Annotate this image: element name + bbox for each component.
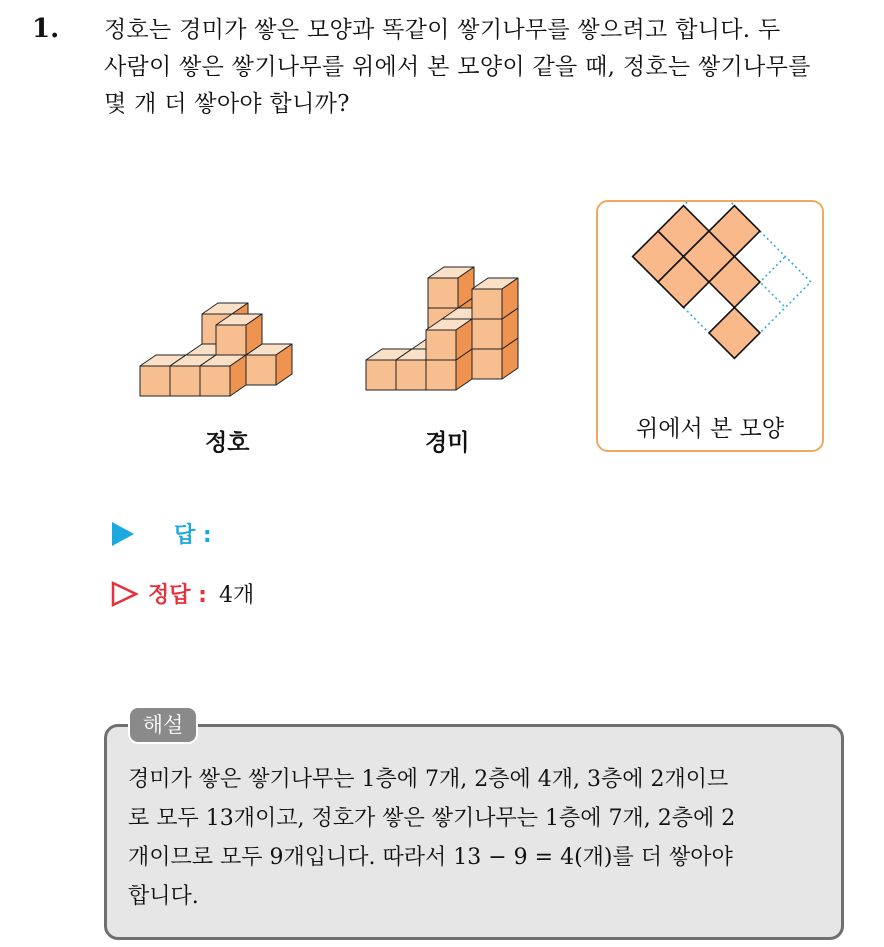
question-line: 정호는 경미가 쌓은 모양과 똑같이 쌓기나무를 쌓으려고 합니다. 두 [104,17,781,43]
gyeongmi-caption: 경미 [425,430,470,456]
cube [216,314,262,355]
question-number: 1. [32,14,60,44]
correct-answer-row [110,578,254,609]
cube [472,278,518,319]
explanation-line: 로 모두 13개이고, 정호가 쌓은 쌓기나무는 1층에 7개, 2층에 2 [128,806,736,831]
top-view-cell [709,307,760,358]
explanation-tab: 해설 [128,706,198,744]
gyeongmi-cube-figure [360,230,550,420]
explanation-line: 경미가 쌓은 쌓기나무는 1층에 7개, 2층에 4개, 3층에 2개이므 [128,767,729,792]
play-icon [110,520,136,548]
explanation-text [128,760,828,916]
cube [200,355,246,396]
jeongho-cube-figure [130,270,330,420]
top-view-diagram [598,202,822,402]
answer-row [110,518,212,549]
correct-answer-label: 정답 : [148,583,207,608]
question-line: 사람이 쌓은 쌓기나무를 위에서 본 모양이 같을 때, 정호는 쌓기나무를 [104,54,811,80]
cube [428,267,474,308]
correct-answer-value: 4개 [218,583,255,608]
jeongho-caption: 정호 [205,430,250,456]
question-line: 몇 개 더 쌓아야 합니까? [104,91,350,117]
top-view-caption: 위에서 본 모양 [636,416,784,442]
top-view-box [596,200,824,452]
question-text [104,12,864,123]
answer-label: 답 : [174,523,212,548]
cube [426,319,472,360]
explanation-line: 합니다. [128,884,199,909]
explanation-line: 개이므로 모두 9개입니다. 따라서 13 − 9 = 4(개)를 더 쌓아야 [128,845,733,870]
outline-play-icon [110,580,140,608]
